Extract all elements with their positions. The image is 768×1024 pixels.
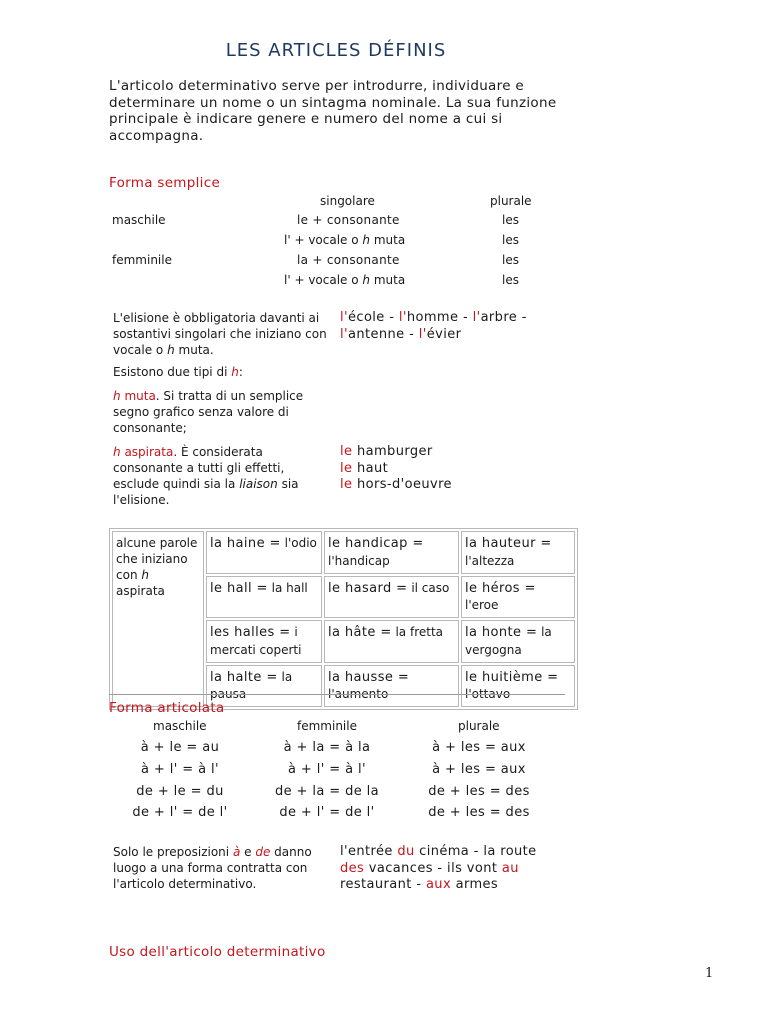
contraction-cell: de + les = des <box>428 784 530 799</box>
contraction-cell: à + le = au <box>140 740 220 755</box>
col-maschile: maschile <box>153 719 207 733</box>
contraction-cell: de + la = de la <box>274 784 380 799</box>
h-muta-desc: h muta. Si tratta di un semplice segno grafico senza valore di consonante; <box>113 389 304 435</box>
section-divider <box>109 694 565 695</box>
table-cell: la hausse = l'aumento <box>324 665 459 708</box>
elisione-examples: l'école - l'homme - l'arbre - l'antenne - l'évier <box>340 310 527 342</box>
contraction-examples: l'entrée du cinéma - la route des vacances - ils vont au restaurant - aux armes <box>340 844 537 892</box>
table-cell: les halles = i mercati coperti <box>206 620 322 663</box>
elisione-rule: L'elisione è obbligatoria davanti ai sostantivi singolari che iniziano con vocale o h muta. <box>113 311 327 357</box>
contraction-cell: à + l' = à l' <box>288 762 366 777</box>
page-number: 1 <box>705 966 714 981</box>
col-femminile: femminile <box>297 719 357 733</box>
plural-les: les <box>502 253 519 267</box>
contraction-cell: de + les = des <box>428 805 530 820</box>
rule-l-vocale: l' + vocale o h muta <box>284 233 406 247</box>
rule-l-vocale: l' + vocale o h muta <box>284 273 406 287</box>
h-aspirata-table <box>109 528 578 710</box>
uso-heading: Uso dell'articolo determinativo <box>109 944 326 960</box>
col-singolare: singolare <box>320 194 375 208</box>
table-cell: la haine = l'odio <box>206 531 322 574</box>
two-types-line: Esistono due tipi di h: <box>113 365 243 379</box>
col-plurale: plurale <box>458 719 500 733</box>
table-row-header: alcune parole che iniziano con h aspirata <box>112 531 204 707</box>
contraction-cell: de + l' = de l' <box>279 805 375 820</box>
rule-le-consonante: le + consonante <box>297 213 400 227</box>
forma-semplice-heading: Forma semplice <box>109 175 221 191</box>
forma-articolata-heading: Forma articolata <box>109 700 225 716</box>
table-cell: le handicap = l'handicap <box>324 531 459 574</box>
contraction-cell: à + les = aux <box>432 740 526 755</box>
table-cell: la honte = la vergogna <box>461 620 575 663</box>
intro-paragraph: L'articolo determinativo serve per introdurre, individuare e determinare un nome o un sintagma nominale. La sua funzione principale è indicare genere e numero del nome a cui si accompagna. <box>109 78 557 144</box>
contraction-cell: de + l' = de l' <box>132 805 228 820</box>
contraction-note: Solo le preposizioni à e de danno luogo a una forma contratta con l'articolo determinativo. <box>113 845 312 891</box>
contraction-cell: à + les = aux <box>432 762 526 777</box>
h-aspirata-desc: h aspirata. È considerata consonante a tutti gli effetti, esclude quindi sia la liaison sia l'elisione. <box>113 445 299 507</box>
plural-les: les <box>502 273 519 287</box>
gender-femminile: femminile <box>112 253 172 267</box>
table-cell: le huitième = l'ottavo <box>461 665 575 708</box>
table-cell: la halte = la pausa <box>206 665 322 708</box>
gender-maschile: maschile <box>112 213 166 227</box>
contraction-cell: de + le = du <box>136 784 224 799</box>
col-plurale: plurale <box>490 194 532 208</box>
table-cell: le hall = la hall <box>206 576 322 619</box>
aspirata-examples: le hamburger le haut le hors-d'oeuvre <box>340 444 452 492</box>
table-cell: la hauteur = l'altezza <box>461 531 575 574</box>
plural-les: les <box>502 233 519 247</box>
table-cell: le hasard = il caso <box>324 576 459 619</box>
table-cell: le héros = l'eroe <box>461 576 575 619</box>
page-title: LES ARTICLES DÉFINIS <box>225 40 447 61</box>
rule-la-consonante: la + consonante <box>297 253 400 267</box>
contraction-cell: à + la = à la <box>283 740 371 755</box>
contraction-cell: à + l' = à l' <box>141 762 219 777</box>
table-row <box>112 531 575 574</box>
plural-les: les <box>502 213 519 227</box>
table-cell: la hâte = la fretta <box>324 620 459 663</box>
